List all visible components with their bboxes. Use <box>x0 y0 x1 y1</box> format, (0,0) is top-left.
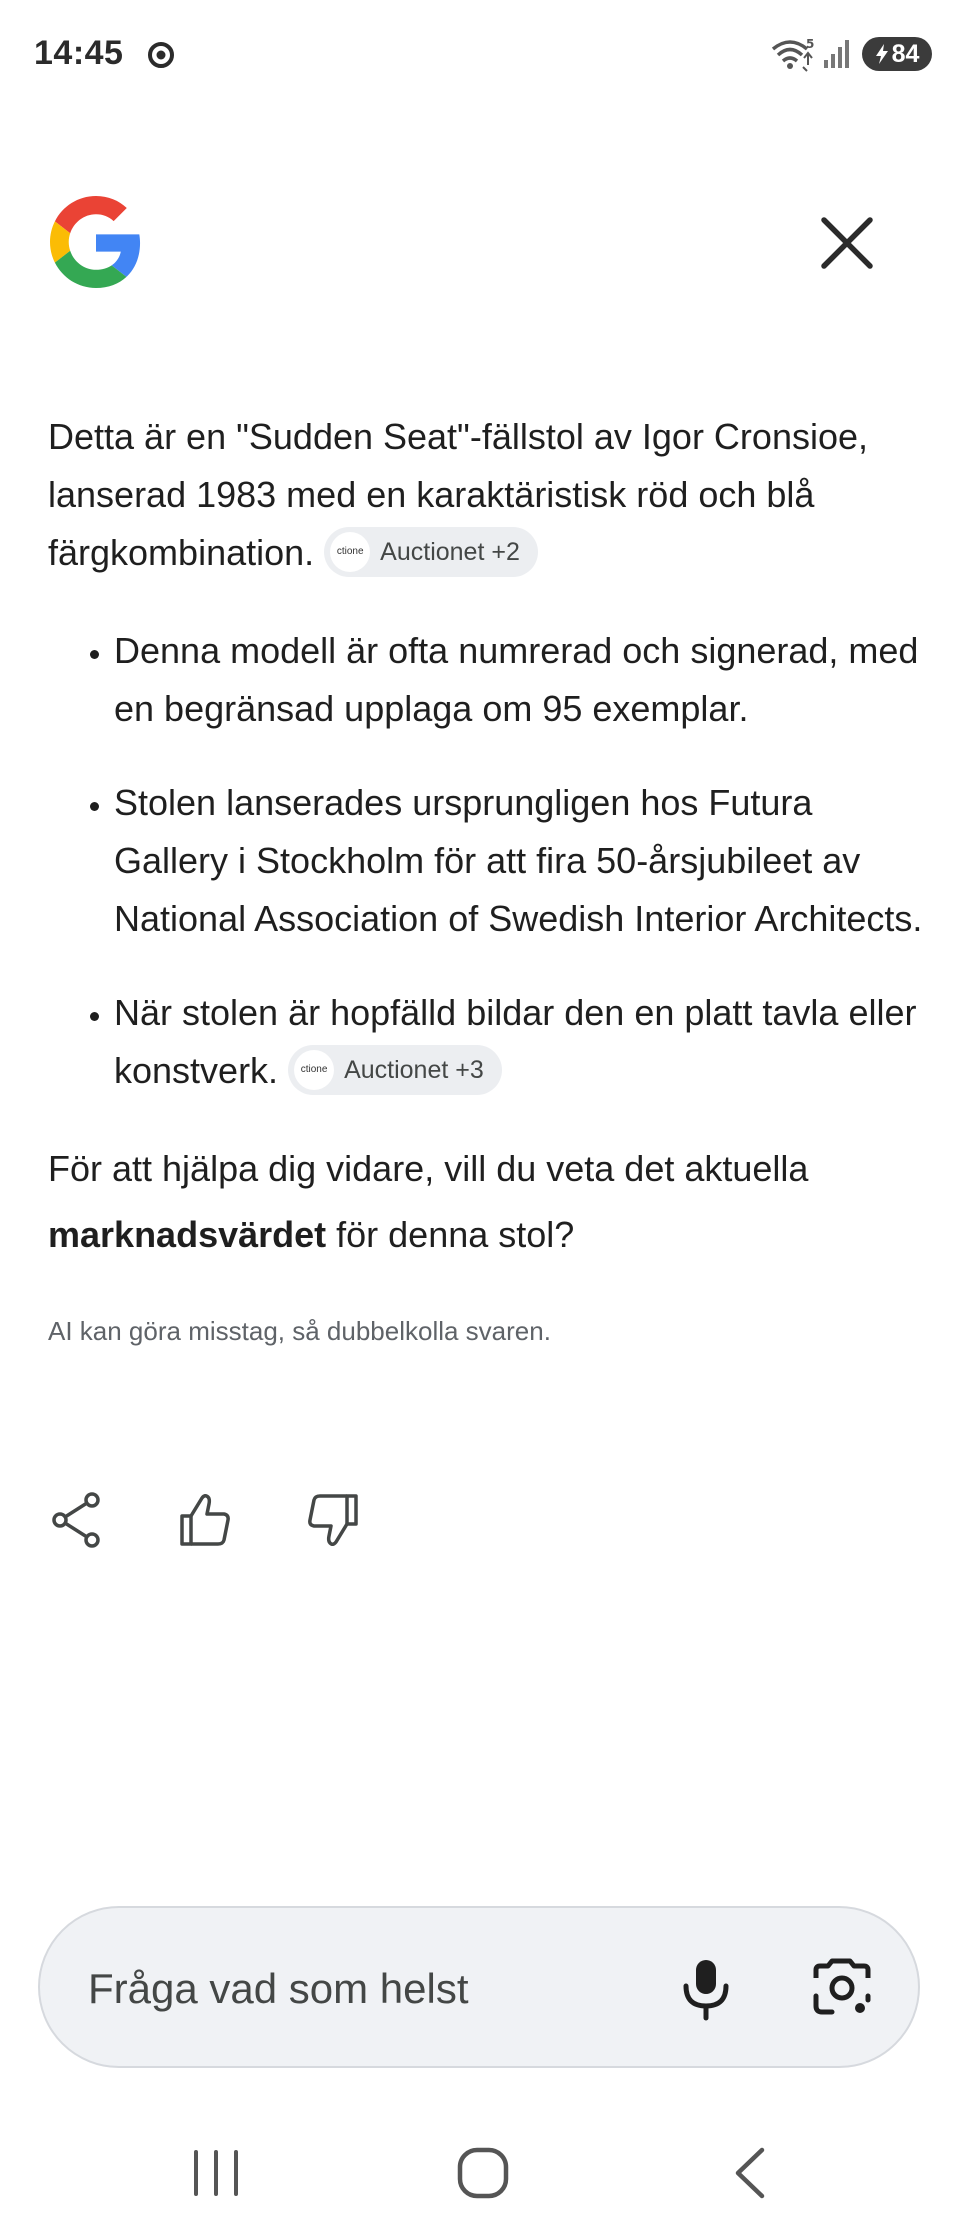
thumbs-up-icon[interactable] <box>178 1490 232 1550</box>
ai-disclaimer: AI kan göra misstag, så dubbelkolla svaren. <box>48 1316 551 1346</box>
question-bold-term: marknadsvärdet <box>48 1214 327 1255</box>
status-bar <box>0 0 960 110</box>
recent-apps-icon[interactable] <box>188 2144 244 2202</box>
thumbs-down-icon[interactable] <box>306 1490 360 1550</box>
back-icon[interactable] <box>728 2144 774 2202</box>
home-icon[interactable] <box>454 2144 512 2202</box>
charging-bolt-icon <box>875 43 889 65</box>
list-item-text: När stolen är hopfälld bildar den en platt tavla eller konstverk. <box>114 992 917 1091</box>
question-text-start: För att hjälpa dig vidare, vill du veta det aktuella <box>48 1148 809 1189</box>
signal-icon <box>822 38 852 70</box>
wifi-badge: 5 <box>806 37 815 51</box>
status-time: 14:45 <box>34 34 124 72</box>
feedback-actions <box>50 1490 360 1550</box>
answer-intro-text: Detta är en "Sudden Seat"-fällstol av Igor Cronsioe, lanserad 1983 med en karaktäristisk röd och blå färgkombination. <box>48 416 869 573</box>
share-icon[interactable] <box>50 1490 104 1550</box>
google-g-logo <box>50 196 142 288</box>
system-navigation-bar <box>0 2130 960 2240</box>
source-favicon: ctione <box>294 1050 334 1090</box>
notification-dot-icon <box>146 40 176 70</box>
google-lens-icon[interactable] <box>810 1958 874 2018</box>
close-icon[interactable] <box>812 208 882 278</box>
wifi-icon <box>770 36 816 72</box>
list-item <box>114 984 928 1100</box>
list-item <box>114 774 928 948</box>
source-chip[interactable] <box>324 527 538 577</box>
battery-level: 84 <box>891 39 920 68</box>
source-favicon: ctione <box>330 532 370 572</box>
follow-up-question <box>48 1136 928 1268</box>
battery-indicator <box>862 37 932 71</box>
source-chip[interactable] <box>288 1045 502 1095</box>
list-item-text: Denna modell är ofta numrerad och signerad, med en begränsad upplaga om 95 exemplar. <box>114 630 919 729</box>
answer-intro <box>48 408 928 582</box>
ask-input[interactable] <box>86 1952 650 2026</box>
question-text-end: för denna stol? <box>326 1214 575 1255</box>
list-item-text: Stolen lanserades ursprungligen hos Futura Gallery i Stockholm för att fira 50-årsjubileet av National Association of Swedish Interior Architects. <box>114 782 923 939</box>
mic-icon[interactable] <box>674 1956 738 2022</box>
ai-answer <box>48 408 928 1347</box>
source-chip-label: Auctionet +3 <box>344 1056 484 1085</box>
ask-anything-bar <box>38 1906 920 2068</box>
source-chip-label: Auctionet +2 <box>380 538 520 567</box>
list-item <box>114 622 928 738</box>
answer-bullet-list <box>48 622 928 1100</box>
